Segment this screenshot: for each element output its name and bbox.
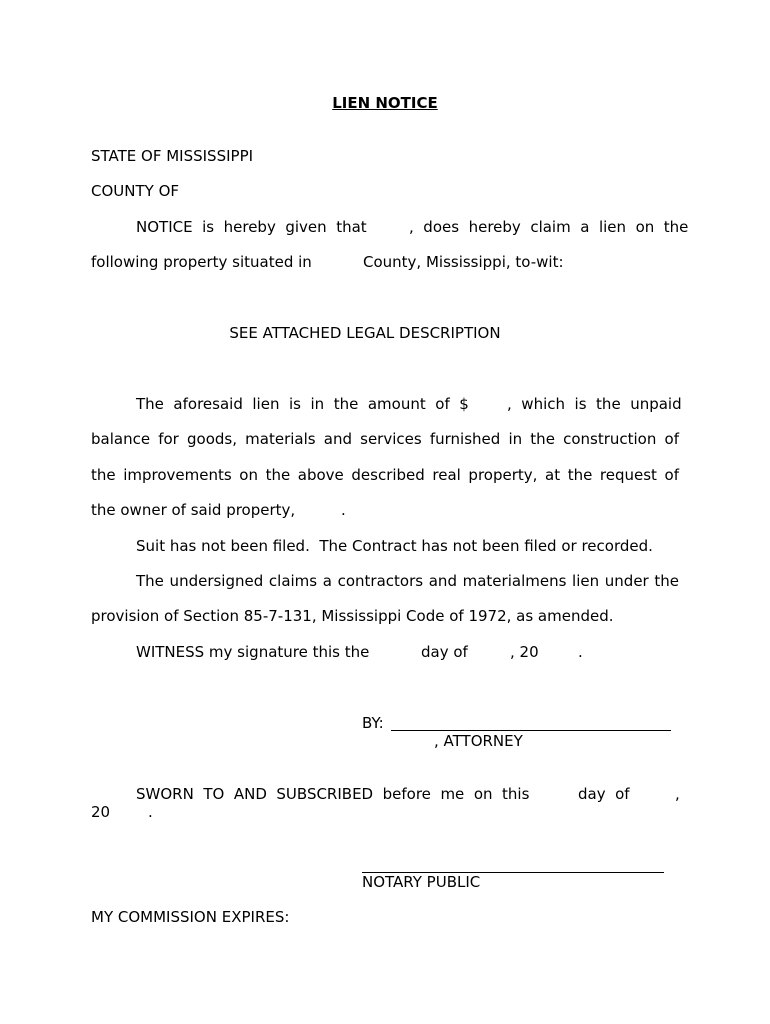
- witness-text-1: WITNESS my signature this the: [136, 643, 370, 661]
- sworn-year-period: .: [148, 803, 153, 821]
- claim-text-line1: The undersigned claims a contractors and materialmens lien under the: [136, 572, 679, 590]
- attorney-signature-line: [391, 730, 671, 731]
- notice-text-2: , does hereby claim a lien on the: [409, 218, 689, 236]
- notice-text-1: NOTICE is hereby given that: [136, 218, 367, 236]
- amount-text-line4: the owner of said property,: [91, 501, 296, 519]
- attorney-label: , ATTORNEY: [434, 732, 523, 750]
- sworn-text-2: day of: [578, 785, 630, 803]
- notary-label: NOTARY PUBLIC: [362, 873, 481, 891]
- amount-text-line3: the improvements on the above described real property, at the request of: [91, 466, 679, 484]
- claim-text-line2: provision of Section 85-7-131, Mississippi Code of 1972, as amended.: [91, 607, 614, 625]
- suit-paragraph: Suit has not been filed. The Contract has not been filed or recorded.: [136, 537, 653, 555]
- by-label: BY:: [362, 714, 384, 732]
- notice-text-3: following property situated in: [91, 253, 312, 271]
- sworn-text-1: SWORN TO AND SUBSCRIBED before me on this: [136, 785, 530, 803]
- amount-text-period: .: [341, 501, 346, 519]
- amount-text-line2: balance for goods, materials and services furnished in the construction of: [91, 430, 679, 448]
- amount-text-1: The aforesaid lien is in the amount of $: [136, 395, 469, 413]
- sworn-text-3: ,: [675, 785, 680, 803]
- witness-text-3: , 20: [510, 643, 539, 661]
- notice-text-4: County, Mississippi, to-wit:: [363, 253, 564, 271]
- witness-text-4: .: [578, 643, 583, 661]
- county-line: COUNTY OF: [91, 182, 180, 200]
- legal-description-heading: SEE ATTACHED LEGAL DESCRIPTION: [229, 324, 501, 342]
- commission-expires-label: MY COMMISSION EXPIRES:: [91, 908, 290, 926]
- document-title: LIEN NOTICE: [332, 94, 438, 112]
- state-line: STATE OF MISSISSIPPI: [91, 147, 254, 165]
- amount-text-2: , which is the unpaid: [507, 395, 682, 413]
- witness-text-2: day of: [421, 643, 468, 661]
- sworn-year-prefix: 20: [91, 803, 111, 821]
